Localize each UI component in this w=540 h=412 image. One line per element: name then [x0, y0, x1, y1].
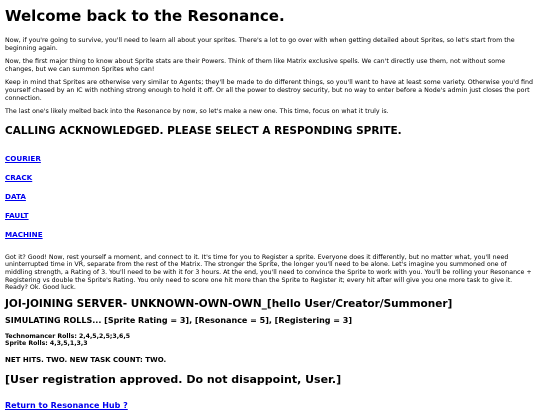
simulating-rolls-heading: SIMULATING ROLLS... [Sprite Rating = 3], [Resonance = 5], [Registering = 3]: [5, 315, 353, 325]
sprite-list: [5, 146, 535, 241]
page-title: Welcome back to the Resonance.: [5, 7, 285, 25]
approval-message: [User registration approved. Do not disappoint, User.]: [5, 372, 342, 386]
sprite-rolls: Sprite Rolls: 4,3,5,1,3,3: [5, 340, 88, 348]
list-item: [5, 184, 535, 203]
register-paragraph: Got it? Good! Now, rest yourself a moment, and connect to it. It's time for you to Register a sprite. Everyone does it differently, but no matter what, you'll need uninterrupted time in VR, separate from the rest of the Matrix. The stronger the Sprite, the longer you'll need to be alone. Let's imagine you summoned one of middling strength, a Rating of 3. You'll need to be with it for 3 hours. At the end, you'll need to convince the Sprite to work with you. You'll be rolling your Resonance + Registering vs double the Sprite's Rating. You only need to score one hit more than the Sprite to Register it; every hit after will give you one more task to give it. Ready? Ok. Good luck.: [5, 253, 532, 292]
technomancer-rolls: Technomancer Rolls: 2,4,5,2,5;3,6,5: [5, 332, 131, 340]
list-item: [5, 222, 535, 241]
sprite-link-data[interactable]: DATA: [5, 191, 26, 201]
net-hits-heading: NET HITS. TWO. NEW TASK COUNT: TWO.: [5, 355, 167, 364]
list-item: [5, 146, 535, 165]
sprite-link-courier[interactable]: COURIER: [5, 153, 41, 163]
intro-paragraph-2-text: Now, the first major thing to know about Sprite stats are their Powers. Think of them like Matrix exclusive spells. We can't directly use them, not without some changes, but we can summon Sprites who can!: [5, 58, 506, 73]
intro-paragraph-4: The last one's likely melted back into the Resonance by now, so let's make a new one. This time, focus on what it truly is.: [5, 108, 389, 116]
list-item: [5, 165, 535, 184]
intro-paragraph-2: [5, 58, 535, 73]
list-item: [5, 203, 535, 222]
sprite-link-crack[interactable]: CRACK: [5, 172, 33, 182]
spacer: [5, 241, 535, 254]
server-heading: JOI-JOINING SERVER- UNKNOWN-OWN-OWN_[hello User/Creator/Summoner]: [5, 297, 453, 310]
sprite-link-fault[interactable]: FAULT: [5, 210, 29, 220]
sprite-select-heading: CALLING ACKNOWLEDGED. PLEASE SELECT A RESPONDING SPRITE.: [5, 124, 402, 137]
sprite-link-machine[interactable]: MACHINE: [5, 229, 43, 239]
intro-paragraph-1: Now, if you're going to survive, you'll need to learn all about your sprites. There's a lot to go over with when getting detailed about Sprites, so let's start from the beginning again.: [5, 37, 515, 52]
intro-paragraph-3: Keep in mind that Sprites are otherwise very similar to Agents; they'll be made to do different things, so you'll want to have at least some variety. Otherwise you'd find yourself chased by an IC with nothing strong enough to hold it off. Or all the power to destroy security, but no way to enter before a Node's admin just closes the port connection.: [5, 79, 533, 102]
return-link[interactable]: Return to Resonance Hub ?: [5, 400, 128, 410]
rolls-block: [5, 333, 535, 348]
